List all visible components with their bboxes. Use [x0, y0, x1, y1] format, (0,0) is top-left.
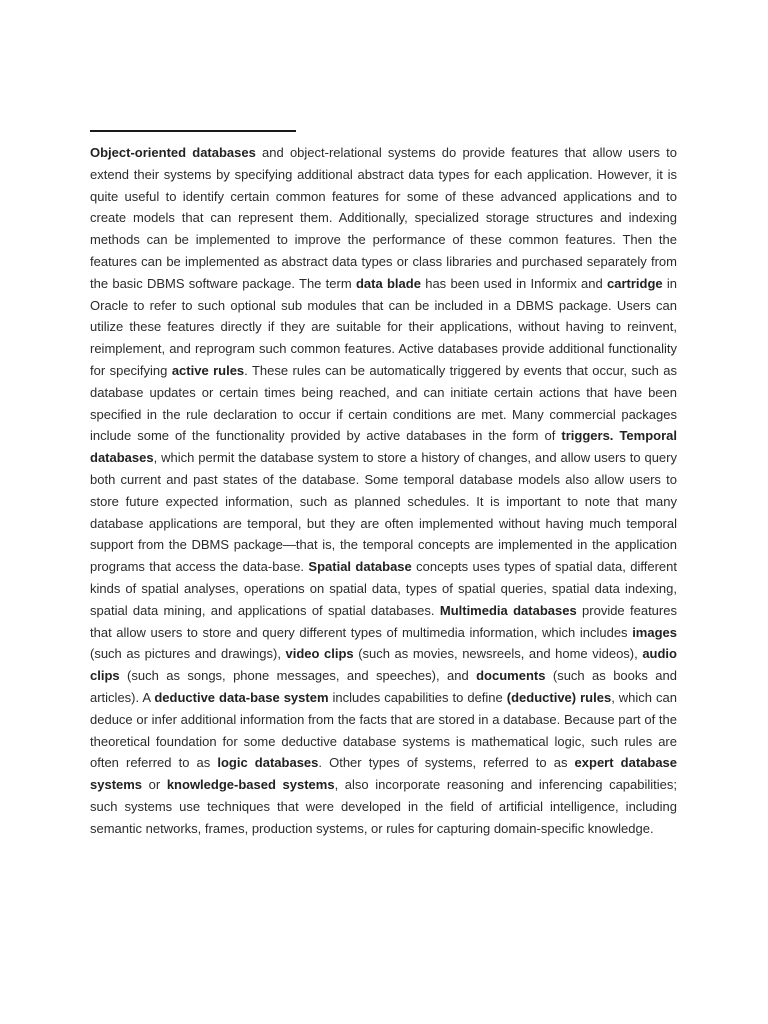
text-run: or	[142, 777, 167, 793]
term-images: images	[632, 624, 677, 640]
term-logic-databases: logic databases	[217, 755, 319, 771]
text-run: (such as pictures and drawings),	[90, 646, 286, 662]
term-deductive-rules: (deductive) rules	[506, 689, 612, 705]
term-deductive-database-system: deductive data-base system	[154, 689, 329, 705]
footnote-separator-rule	[90, 130, 296, 132]
text-run: , also incorporate reasoning and inferencing capabilities; such systems use techniques that were developed in the field of artificial intelligence, including semantic networks, frames, production systems, or rules for capturing domain-specific knowledge.	[90, 777, 678, 836]
text-run: concepts uses types of spatial data, different kinds of spatial analyses, operations on spatial data, types of spatial queries, spatial data indexing, spatial data mining, and applications of spatial databases.	[90, 559, 677, 618]
term-cartridge: cartridge	[606, 275, 663, 291]
text-run: (such as songs, phone messages, and speeches), and	[119, 668, 477, 684]
text-run: (such as movies, newsreels, and home videos),	[353, 646, 643, 662]
term-data-blade: data blade	[355, 275, 421, 291]
term-spatial-database: Spatial database	[308, 559, 412, 575]
term-expert-database-systems: expert database systems	[90, 755, 678, 793]
term-documents: documents	[476, 668, 546, 684]
term-knowledge-based-systems: knowledge-based systems	[166, 777, 335, 793]
term-object-oriented-databases: Object-oriented databases	[90, 145, 256, 160]
text-run: in Oracle to refer to such optional sub modules that can be included in a DBMS package. Users can utilize these features directly if they are suitable for their applications, without having to reinvent, reimplement, and reprogram such common features. Active databases provide additional functionality for specifying	[90, 275, 678, 378]
term-active-rules: active rules	[171, 362, 245, 378]
text-run: , which can deduce or infer additional information from the facts that are stored in a database. Because part of the theoretical foundation for some deductive database systems is mathematical logic, such rules are often referred to as	[90, 689, 677, 771]
term-multimedia-databases: Multimedia databases	[439, 602, 577, 618]
term-video-clips: video clips	[285, 646, 354, 662]
text-run: . Other types of systems, referred to as	[318, 755, 575, 771]
term-audio-clips: audio clips	[90, 646, 677, 684]
body-paragraph	[90, 142, 677, 840]
text-run: (such as books and articles). A	[90, 668, 677, 705]
text-run: and object-relational systems do provide features that allow users to extend their systems by specifying additional abstract data types for each application. However, it is quite useful to identify certain common features for some of these advanced applications and to create models that can represent them. Additionally, specialized storage structures and indexing methods can be implemented to improve the performance of these common features. Then the features can be implemented as abstract data types or class libraries and purchased separately from the basic DBMS software package. The term	[90, 145, 677, 291]
text-run: provide features that allow users to store and query different types of multimedia information, which includes	[90, 602, 677, 640]
text-run: includes capabilities to define	[328, 689, 507, 705]
term-triggers-temporal-databases: triggers. Temporal databases	[90, 428, 677, 466]
text-run: , which permit the database system to store a history of changes, and allow users to query both current and past states of the database. Some temporal database models also allow users to store future expected information, such as planned schedules. It is important to note that many database applications are temporal, but they are often implemented without having much temporal support from the DBMS package—that is, the temporal concepts are implemented in the application programs that access the data-base.	[90, 450, 677, 575]
text-run: has been used in Informix and	[420, 275, 607, 291]
document-page	[90, 130, 677, 840]
text-run: . These rules can be automatically triggered by events that occur, such as database updates or certain times being reached, and can initiate certain actions that have been specified in the rule declaration to occur if certain conditions are met. Many commercial packages include some of the functionality provided by active databases in the form of	[90, 362, 678, 444]
